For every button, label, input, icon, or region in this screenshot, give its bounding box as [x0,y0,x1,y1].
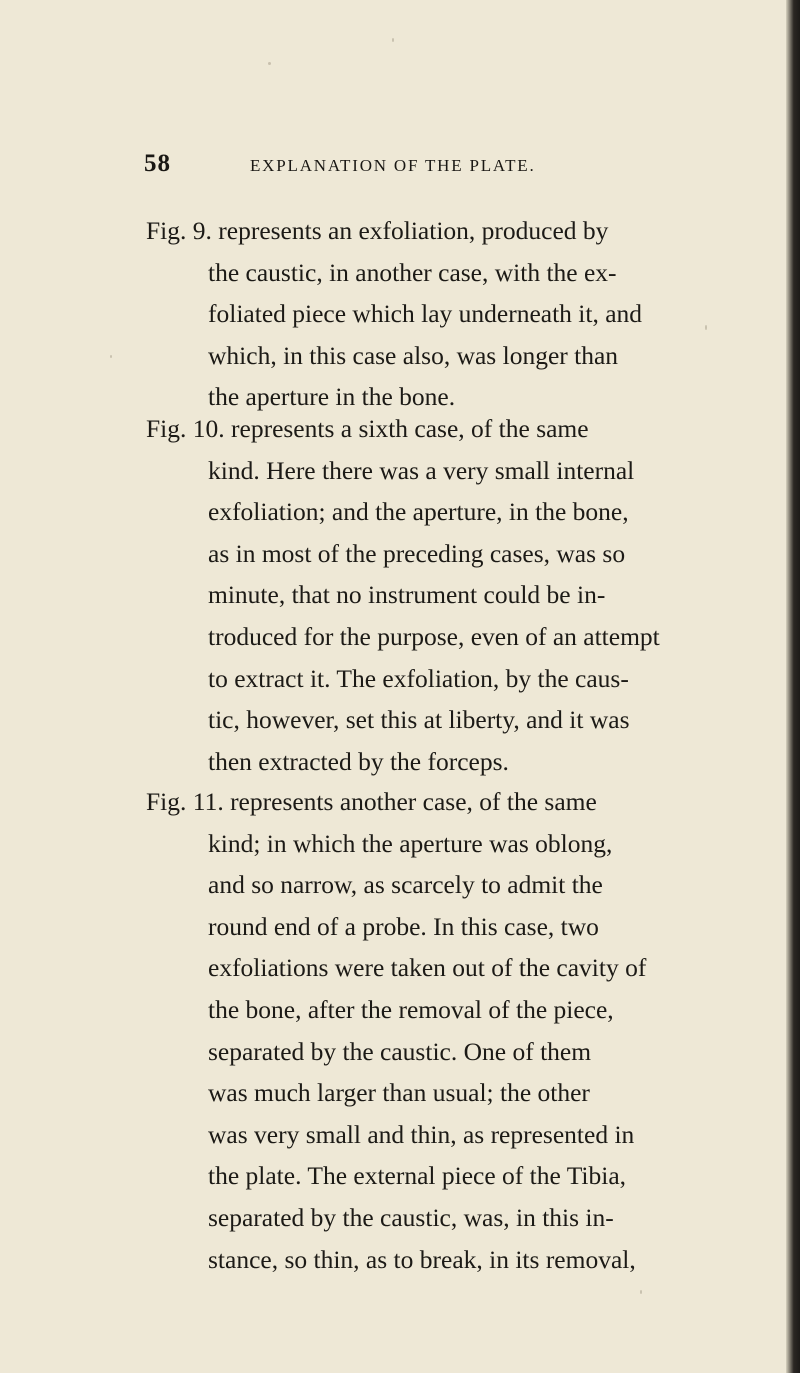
figure-entry-11 [146,781,706,1280]
text-line: to extract it. The exfoliation, by the caus- [208,663,629,693]
text-line: kind; in which the aperture was oblong, [208,828,613,858]
figure-entry-9 [146,210,706,418]
text-line: Fig. 11. represents another case, of the same [146,787,597,816]
text-line: foliated piece which lay underneath it, and [208,299,643,329]
text-line: kind. Here there was a very small internal [208,455,635,485]
text-line: the caustic, in another case, with the ex- [208,257,617,287]
page-edge-shadow [786,0,800,1373]
text-line: stance, so thin, as to break, in its removal, [208,1244,636,1274]
text-line: tic, however, set this at liberty, and it was [208,705,630,735]
text-line: as in most of the preceding cases, was so [208,538,626,568]
paper-speck [268,62,271,65]
text-line: the plate. The external piece of the Tibia, [208,1161,627,1191]
text-line: and so narrow, as scarcely to admit the [208,870,603,900]
running-head: EXPLANATION OF THE PLATE. [250,156,536,175]
paper-speck [110,355,112,358]
text-line: separated by the caustic, was, in this in- [208,1202,614,1232]
page-header [144,150,664,184]
text-line: exfoliations were taken out of the cavity of [208,953,647,983]
text-line: separated by the caustic. One of them [208,1036,592,1066]
text-line: was much larger than usual; the other [208,1078,590,1108]
figure-entry-10 [146,408,706,782]
text-line: was very small and thin, as represented in [208,1119,635,1149]
text-line: the bone, after the removal of the piece, [208,994,614,1024]
paper-speck [640,1290,642,1294]
paper-speck [392,38,394,42]
text-line: round end of a probe. In this case, two [208,911,599,941]
text-line: exfoliation; and the aperture, in the bone, [208,497,629,527]
text-line: Fig. 10. represents a sixth case, of the same [146,414,589,443]
text-line: Fig. 9. represents an exfoliation, produced by [146,216,609,245]
text-line: which, in this case also, was longer than [208,340,619,370]
text-line: minute, that no instrument could be in- [208,580,606,610]
page-number: 58 [144,150,171,177]
text-line: then extracted by the forceps. [208,746,509,776]
text-line: the aperture in the bone. [208,382,456,412]
text-line: troduced for the purpose, even of an attempt [208,621,660,651]
